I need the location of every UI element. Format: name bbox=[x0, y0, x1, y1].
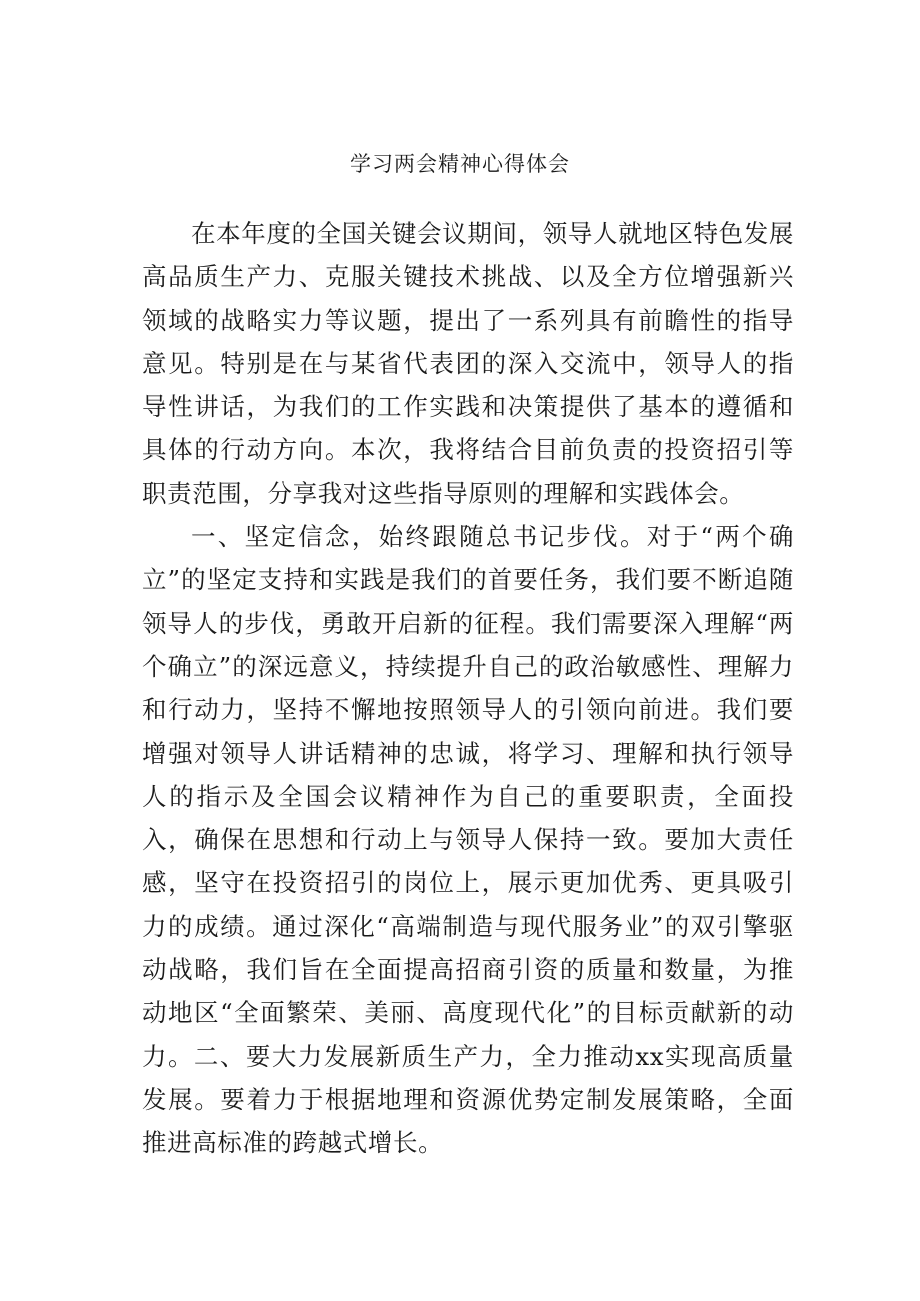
paragraph-section-one: 一、坚定信念，始终跟随总书记步伐。对于“两个确立”的坚定支持和实践是我们的首要任务，我们要不断追随领导人的步伐，勇敢开启新的征程。我们需要深入理解“两个确立”的深远意义，持续提升自己的政治敏感性、理解力和行动力，坚持不懈地按照领导人的引领向前进。我们要增强对领导人讲话精神的忠诚，将学习、理解和执行领导人的指示及全国会议精神作为自己的重要职责，全面投入，确保在思想和行动上与领导人保持一致。要加大责任感，坚守在投资招引的岗位上，展示更加优秀、更具吸引力的成绩。通过深化“高端制造与现代服务业”的双引擎驱动战略，我们旨在全面提高招商引资的质量和数量，为推动地区“全面繁荣、美丽、高度现代化”的目标贡献新的动力。二、要大力发展新质生产力，全力推动xx实现高质量发展。要着力于根据地理和资源优势定制发展策略，全面推进高标准的跨越式增长。 bbox=[142, 522, 794, 1158]
paragraph-intro: 在本年度的全国关键会议期间，领导人就地区特色发展高品质生产力、克服关键技术挑战、以及全方位增强新兴领域的战略实力等议题，提出了一系列具有前瞻性的指导意见。特别是在与某省代表团的深入交流中，领导人的指导性讲话，为我们的工作实践和决策提供了基本的遵循和具体的行动方向。本次，我将结合目前负责的投资招引等职责范围，分享我对这些指导原则的理解和实践体会。 bbox=[142, 219, 794, 508]
document-title: 学习两会精神心得体会 bbox=[350, 152, 570, 176]
document-body bbox=[142, 212, 794, 1165]
